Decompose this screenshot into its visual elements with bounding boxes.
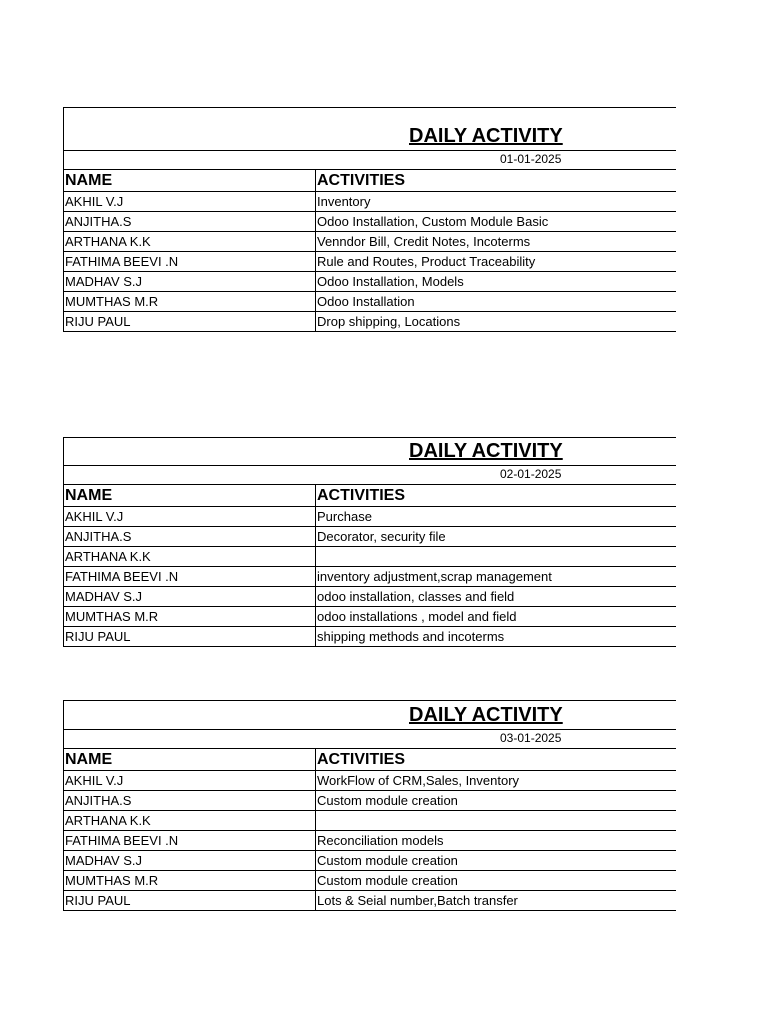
activity-cell bbox=[316, 811, 676, 830]
activity-cell: shipping methods and incoterms bbox=[317, 629, 505, 644]
activity-cell: inventory adjustment,scrap management bbox=[317, 569, 552, 584]
table-row bbox=[64, 791, 676, 811]
sheet-title: DAILY ACTIVITY bbox=[409, 440, 563, 462]
header-activities: ACTIVITIES bbox=[317, 750, 406, 768]
activity-cell: Drop shipping, Locations bbox=[317, 314, 461, 329]
table-row bbox=[64, 851, 676, 871]
activity-cell: Odoo Installation, Models bbox=[317, 274, 464, 289]
name-cell: ANJITHA.S bbox=[64, 212, 316, 231]
activity-cell bbox=[316, 547, 676, 566]
name-cell: ANJITHA.S bbox=[64, 527, 316, 546]
sheet-date: 03-01-2025 bbox=[500, 731, 562, 745]
table-row bbox=[64, 891, 676, 911]
name-cell: MUMTHAS M.R bbox=[64, 607, 316, 626]
header-name: NAME bbox=[64, 485, 316, 506]
table-header bbox=[64, 170, 676, 192]
table-header bbox=[64, 485, 676, 507]
activity-cell: Inventory bbox=[317, 194, 371, 209]
sheet-date: 02-01-2025 bbox=[500, 467, 562, 481]
activity-cell: Custom module creation bbox=[317, 873, 458, 888]
name-cell: MADHAV S.J bbox=[64, 587, 316, 606]
activity-cell: Rule and Routes, Product Traceability bbox=[317, 254, 536, 269]
name-cell: ARTHANA K.K bbox=[64, 547, 316, 566]
name-cell: RIJU PAUL bbox=[64, 312, 316, 331]
activity-cell: odoo installation, classes and field bbox=[317, 589, 515, 604]
activity-cell: WorkFlow of CRM,Sales, Inventory bbox=[317, 773, 520, 788]
name-cell: ARTHANA K.K bbox=[64, 232, 316, 251]
header-activities: ACTIVITIES bbox=[317, 486, 406, 504]
table-row bbox=[64, 312, 676, 332]
activity-sheet bbox=[63, 107, 676, 332]
date-row bbox=[64, 466, 676, 485]
title-row bbox=[64, 701, 676, 730]
header-name: NAME bbox=[64, 749, 316, 770]
name-cell: FATHIMA BEEVI .N bbox=[64, 831, 316, 850]
sheet-title: DAILY ACTIVITY bbox=[409, 125, 563, 147]
activity-cell: Decorator, security file bbox=[317, 529, 446, 544]
activity-cell: Lots & Seial number,Batch transfer bbox=[317, 893, 518, 908]
name-cell: AKHIL V.J bbox=[64, 192, 316, 211]
sheet-title: DAILY ACTIVITY bbox=[409, 704, 563, 726]
table-row bbox=[64, 587, 676, 607]
name-cell: AKHIL V.J bbox=[64, 507, 316, 526]
name-cell: AKHIL V.J bbox=[64, 771, 316, 790]
date-row bbox=[64, 730, 676, 749]
table-row bbox=[64, 831, 676, 851]
table-row bbox=[64, 292, 676, 312]
name-cell: ANJITHA.S bbox=[64, 791, 316, 810]
table-row bbox=[64, 567, 676, 587]
table-row bbox=[64, 607, 676, 627]
name-cell: MADHAV S.J bbox=[64, 272, 316, 291]
table-header bbox=[64, 749, 676, 771]
sheet-date: 01-01-2025 bbox=[500, 152, 562, 166]
title-row bbox=[64, 108, 676, 151]
table-row bbox=[64, 771, 676, 791]
table-row bbox=[64, 272, 676, 292]
name-cell: RIJU PAUL bbox=[64, 627, 316, 646]
activity-sheet bbox=[63, 700, 676, 911]
table-row bbox=[64, 871, 676, 891]
name-cell: ARTHANA K.K bbox=[64, 811, 316, 830]
activity-cell: Purchase bbox=[317, 509, 372, 524]
date-row bbox=[64, 151, 676, 170]
activity-cell: Reconciliation models bbox=[317, 833, 444, 848]
table-row bbox=[64, 547, 676, 567]
table-row bbox=[64, 252, 676, 272]
activity-cell: Custom module creation bbox=[317, 853, 458, 868]
name-cell: MUMTHAS M.R bbox=[64, 292, 316, 311]
header-activities: ACTIVITIES bbox=[317, 171, 406, 189]
activity-cell: Odoo Installation, Custom Module Basic bbox=[317, 214, 549, 229]
activity-cell: Odoo Installation bbox=[317, 294, 415, 309]
name-cell: MUMTHAS M.R bbox=[64, 871, 316, 890]
table-row bbox=[64, 811, 676, 831]
activity-cell: Venndor Bill, Credit Notes, Incoterms bbox=[317, 234, 531, 249]
name-cell: FATHIMA BEEVI .N bbox=[64, 252, 316, 271]
activity-cell: Custom module creation bbox=[317, 793, 458, 808]
table-row bbox=[64, 627, 676, 647]
name-cell: RIJU PAUL bbox=[64, 891, 316, 910]
name-cell: MADHAV S.J bbox=[64, 851, 316, 870]
name-cell: FATHIMA BEEVI .N bbox=[64, 567, 316, 586]
activity-cell: odoo installations , model and field bbox=[317, 609, 517, 624]
table-row bbox=[64, 507, 676, 527]
table-row bbox=[64, 192, 676, 212]
table-row bbox=[64, 212, 676, 232]
table-row bbox=[64, 527, 676, 547]
table-row bbox=[64, 232, 676, 252]
header-name: NAME bbox=[64, 170, 316, 191]
activity-sheet bbox=[63, 437, 676, 647]
title-row bbox=[64, 438, 676, 466]
